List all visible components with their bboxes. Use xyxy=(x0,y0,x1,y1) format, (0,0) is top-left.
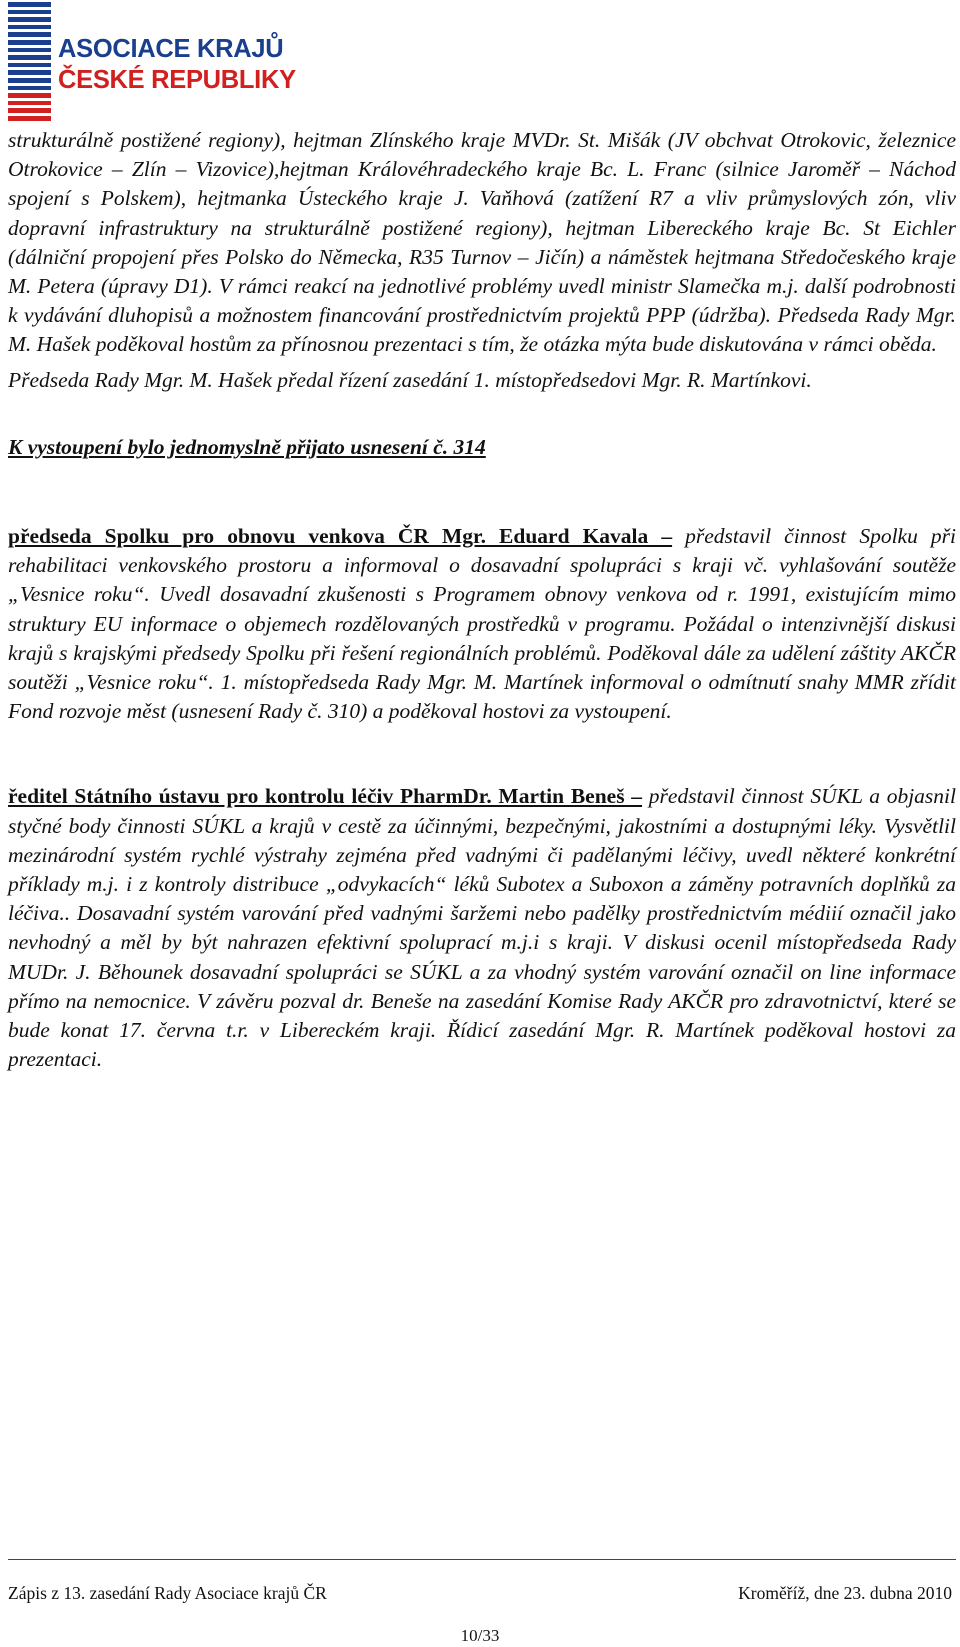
section-rural-renewal xyxy=(8,522,956,726)
speaker-benes-text: představil činnost SÚKL a objasnil styčné body činnosti SÚKL a krajů v cestě za účinnými, bezpečnými, jakostními a dostupnými léky. Vysvětlil mezinárodní systém rychlé výstrahy zejména před vadnými či padělanými léčivy, uvedl některé konkrétní příklady m.j. i z kontroly distribuce „odvykacích“ léků Subotex a Suboxon a záměny potravních doplňků za léčiva.. Dosavadní systém varování před vadnými šaržemi nebo padělky prostřednictvím médiií označil jako nevhodný a měl by být nahrazen efektivní spoluprací m.j.i s kraji. V diskusi ocenil místopředseda Rady MUDr. J. Běhounek dosavadní spolupráci se SÚKL a za vhodný systém varování označil on line informace přímo na nemocnice. V závěru pozval dr. Beneše na zasedání Komise Rady AKČR pro zdravotnictví, které se bude konat 17. června t.r. v Libereckém kraji. Řídicí zasedání Mgr. R. Martínek poděkoval hostovi za prezentaci. xyxy=(8,784,956,1072)
page-number: 10/33 xyxy=(460,1626,500,1645)
speaker-kavala-text: představil činnost Spolku při rehabilitaci venkovského prostoru a informoval o dosavadní spolupráci s kraji vč. vyhlašování soutěže „Vesnice roku“. Uvedl dosavadní zkušenosti s Programem obnovy venkova od r. 1991, existujícím mimo struktury EU informace o objemech rozdělovaných prostředků v programu. Požádal o intenzivnější diskusi krajů s krajskými předsedy Spolku při řešení regionálních problémů. Poděkoval dále za udělení záštity AKČR soutěži „Vesnice roku“. 1. místopředseda Rady Mgr. M. Martínek informoval o odmítnutí snahy MMR zřídit Fond rozvoje měst (usnesení Rady č. 310) a poděkoval hostovi za vystoupení. xyxy=(8,524,956,724)
paragraph-transport-hosts: strukturálně postižené regiony), hejtman Zlínského kraje MVDr. St. Mišák (JV obchvat Otrokovic, železnice Otrokovice – Zlín – Vizovice),hejtman Královéhradeckého kraje Bc. L. Franc (silnice Jaroměř – Náchod spojení s Polskem), hejtmanka Ústeckého kraje J. Vaňhová (zatížení R7 a vliv průmyslových zón, vliv dopravní infrastruktury na strukturálně postižené regiony), hejtman Libereckého kraje Bc. St Eichler (dálniční propojení přes Polsko do Německa, R35 Turnov – Jičín) a náměstek hejtmana Středočeského kraje M. Petera (úpravy D1). V rámci reakcí na jednotlivé problémy uvedl ministr Slamečka m.j. další podrobnosti k vydávání dluhopisů a možnostem financování prostřednictvím projektů PPP (údržba). Předseda Rady Mgr. M. Hašek poděkoval hostům za přínosnou prezentaci s tím, že otázka mýta bude diskutována v rámci oběda. xyxy=(8,128,956,357)
association-logo xyxy=(8,2,298,122)
logo-line-1: ASOCIACE KRAJŮ xyxy=(58,35,284,63)
document-body xyxy=(8,126,956,1074)
footer-document-title: Zápis z 13. zasedání Rady Asociace krajů ČR xyxy=(8,1583,327,1603)
resolution-314: K vystoupení bylo jednomyslně přijato usnesení č. 314 xyxy=(8,434,486,459)
logo-stripes-icon xyxy=(8,2,51,120)
footer-divider xyxy=(8,1559,956,1560)
section-sukl xyxy=(8,782,956,1074)
speaker-benes: ředitel Státního ústavu pro kontrolu léčiv PharmDr. Martin Beneš – xyxy=(8,784,643,809)
footer-place-date: Kroměříž, dne 23. dubna 2010 xyxy=(738,1583,952,1603)
logo-line-2: ČESKÉ REPUBLIKY xyxy=(58,66,296,94)
speaker-kavala: předseda Spolku pro obnovu venkova ČR Mgr. Eduard Kavala – xyxy=(8,524,673,549)
paragraph-handover: Předseda Rady Mgr. M. Hašek předal řízení zasedání 1. místopředsedovi Mgr. R. Martínkovi. xyxy=(8,367,812,392)
logo-wordmark xyxy=(58,34,296,96)
